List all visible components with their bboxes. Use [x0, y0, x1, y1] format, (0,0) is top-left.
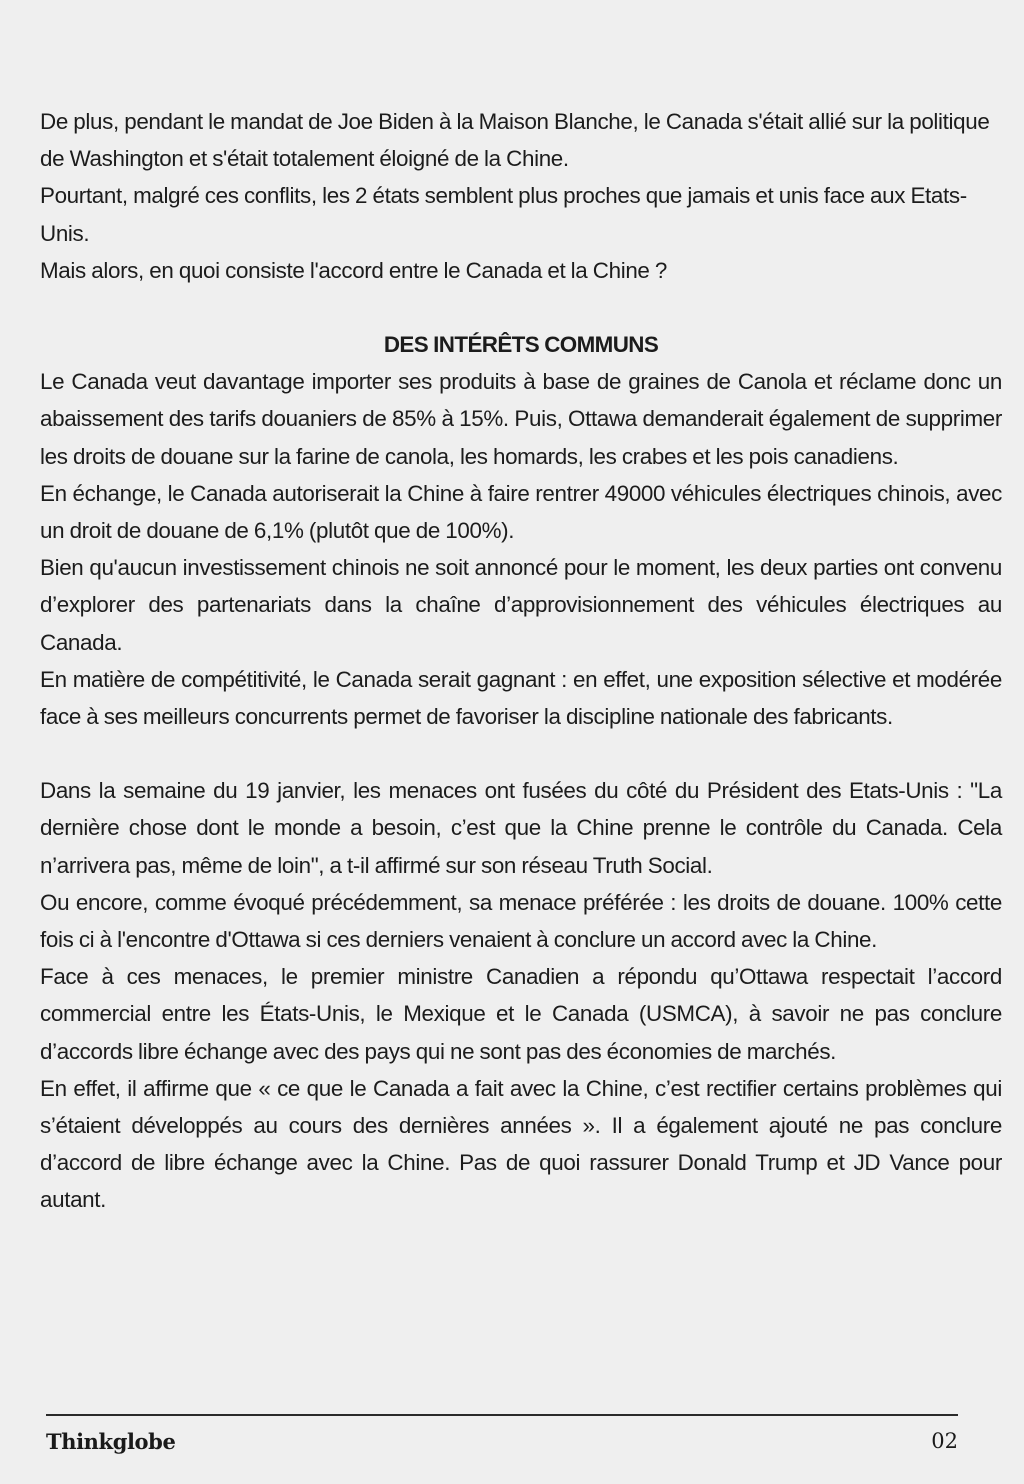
intro-paragraph-2: Pourtant, malgré ces conflits, les 2 états semblent plus proches que jamais et unis face aux Etats-Unis.: [40, 183, 967, 246]
section-paragraph-3: Bien qu'aucun investissement chinois ne soit annoncé pour le moment, les deux parties ont convenu d’explorer des partenariats dans la chaîne d’approvisionnement des véhicules électriques au Canada.: [40, 555, 1002, 655]
section-paragraph-4: En matière de compétitivité, le Canada serait gagnant : en effet, une exposition sélective et modérée face à ses meilleurs concurrents permet de favoriser la discipline nationale des fabricants.: [40, 666, 1002, 730]
article-body: [40, 103, 1002, 1219]
section-paragraph-2: En échange, le Canada autoriserait la Chine à faire rentrer 49000 véhicules électriques chinois, avec un droit de douane de 6,1% (plutôt que de 100%).: [40, 480, 1002, 544]
intro-paragraph-3: Mais alors, en quoi consiste l'accord entre le Canada et la Chine ?: [40, 257, 668, 283]
section-heading: DES INTÉRÊTS COMMUNS: [383, 332, 659, 358]
intro-paragraph-1: De plus, pendant le mandat de Joe Biden à la Maison Blanche, le Canada s'était allié sur la politique de Washington et s'était totalement éloigné de la Chine.: [40, 109, 990, 172]
spacer: [40, 735, 1002, 772]
trump-paragraph-2: Ou encore, comme évoqué précédemment, sa menace préférée : les droits de douane. 100% cette fois ci à l'encontre d'Ottawa si ces derniers venaient à conclure un accord avec la Chine.: [40, 889, 1002, 953]
section-paragraph-1: Le Canada veut davantage importer ses produits à base de graines de Canola et réclame donc un abaissement des tarifs douaniers de 85% à 15%. Puis, Ottawa demanderait également de supprimer les droits de douane sur la farine de canola, les homards, les crabes et les pois canadiens.: [40, 369, 1002, 469]
trump-paragraph-3: Face à ces menaces, le premier ministre Canadien a répondu qu’Ottawa respectait l’accord commercial entre les États-Unis, le Mexique et le Canada (USMCA), à savoir ne pas conclure d’accords libre échange avec des pays qui ne sont pas des économies de marchés.: [40, 964, 1002, 1064]
spacer: [40, 289, 1002, 326]
trump-paragraph-4: En effet, il affirme que « ce que le Canada a fait avec la Chine, c’est rectifier certains problèmes qui s’étaient développés au cours des dernières années ». Il a également ajouté ne pas conclure d’accord de libre échange avec la Chine. Pas de quoi rassurer Donald Trump et JD Vance pour autant.: [40, 1075, 1002, 1213]
page-number: 02: [931, 1429, 958, 1453]
footer-divider: [46, 1414, 958, 1416]
footer-brand: Thinkglobe: [46, 1429, 176, 1454]
trump-paragraph-1: Dans la semaine du 19 janvier, les menaces ont fusées du côté du Président des Etats-Unis : "La dernière chose dont le monde a besoin, c’est que la Chine prenne le contrôle du Canada. Cela n’arrivera pas, même de loin", a t-il affirmé sur son réseau Truth Social.: [40, 778, 1002, 878]
